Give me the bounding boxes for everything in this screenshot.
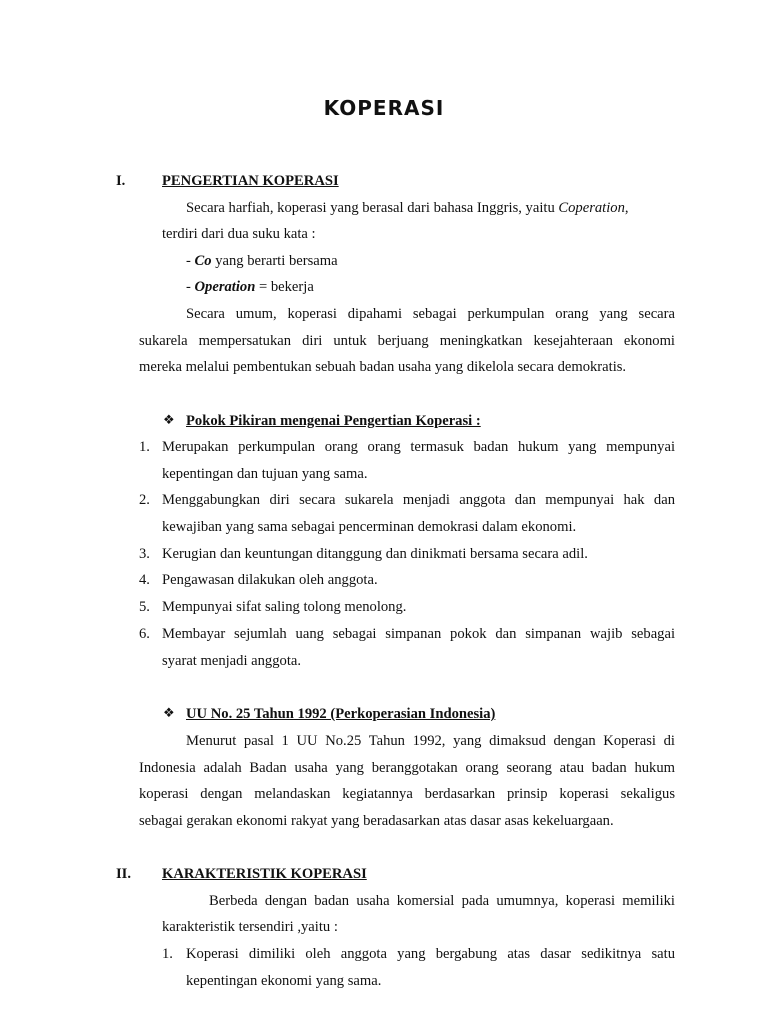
list-number: 1.: [139, 439, 150, 455]
paragraph-line: terdiri dari dua suku kata :: [162, 226, 316, 242]
list-number: 3.: [139, 546, 150, 562]
list-item-line: kepentingan dan tujuan yang sama.: [162, 466, 368, 482]
section-heading: PENGERTIAN KOPERASI: [162, 173, 339, 189]
paragraph-line: sukarela mempersatukan diri untuk berjuang meningkatkan kesejahteraan ekonomi: [139, 333, 675, 349]
diamond-bullet-icon: ❖: [163, 413, 175, 428]
list-item-line: Kerugian dan keuntungan ditanggung dan dinikmati bersama secara adil.: [162, 546, 588, 562]
section-numeral: I.: [116, 173, 126, 189]
definition-operation: - Operation = bekerja: [186, 279, 314, 295]
paragraph-line: karakteristik tersendiri ,yaitu :: [162, 919, 338, 935]
list-item-line: kepentingan ekonomi yang sama.: [186, 973, 382, 989]
paragraph-line: koperasi dengan melandaskan kegiatannya berdasarkan prinsip koperasi sekaligus: [139, 786, 675, 802]
term-operation: Operation: [194, 279, 256, 295]
list-item-line: syarat menjadi anggota.: [162, 653, 301, 669]
paragraph-line: Secara harfiah, koperasi yang berasal dari bahasa Inggris, yaitu Coperation,: [186, 200, 629, 216]
subheading-pokok: Pokok Pikiran mengenai Pengertian Koperasi :: [186, 413, 481, 429]
list-item-line: Mempunyai sifat saling tolong menolong.: [162, 599, 407, 615]
paragraph-line: Menurut pasal 1 UU No.25 Tahun 1992, yang dimaksud dengan Koperasi di: [186, 733, 675, 749]
list-item-line: Menggabungkan diri secara sukarela menjadi anggota dan mempunyai hak dan: [162, 492, 675, 508]
list-item-line: Merupakan perkumpulan orang orang termasuk badan hukum yang mempunyai: [162, 439, 675, 455]
italic-term: Coperation: [558, 200, 625, 216]
list-item-line: Membayar sejumlah uang sebagai simpanan pokok dan simpanan wajib sebagai: [162, 626, 675, 642]
list-number: 1.: [162, 946, 173, 962]
paragraph-line: Indonesia adalah Badan usaha yang beranggotakan orang seorang atau badan hukum: [139, 760, 675, 776]
list-number: 2.: [139, 492, 150, 508]
paragraph-line: sebagai gerakan ekonomi rakyat yang beradasarkan atas dasar asas kekeluargaan.: [139, 813, 614, 829]
diamond-bullet-icon: ❖: [163, 706, 175, 721]
list-item-line: Pengawasan dilakukan oleh anggota.: [162, 572, 378, 588]
list-number: 6.: [139, 626, 150, 642]
paragraph-line: mereka melalui pembentukan sebuah badan usaha yang dikelola secara demokratis.: [139, 359, 627, 375]
term-co: Co: [194, 253, 212, 269]
subheading-uu: UU No. 25 Tahun 1992 (Perkoperasian Indonesia): [186, 706, 496, 722]
document-title: KOPERASI: [323, 96, 445, 120]
list-number: 5.: [139, 599, 150, 615]
definition-co: - Co yang berarti bersama: [186, 253, 338, 269]
list-item-line: Koperasi dimiliki oleh anggota yang bergabung atas dasar sedikitnya satu: [186, 946, 675, 962]
section-numeral: II.: [116, 866, 132, 882]
paragraph-line: Secara umum, koperasi dipahami sebagai perkumpulan orang yang secara: [186, 306, 675, 322]
list-item-line: kewajiban yang sama sebagai pencerminan demokrasi dalam ekonomi.: [162, 519, 577, 535]
section-heading: KARAKTERISTIK KOPERASI: [162, 866, 367, 882]
paragraph-line: Berbeda dengan badan usaha komersial pada umumnya, koperasi memiliki: [209, 893, 675, 909]
list-number: 4.: [139, 572, 150, 588]
